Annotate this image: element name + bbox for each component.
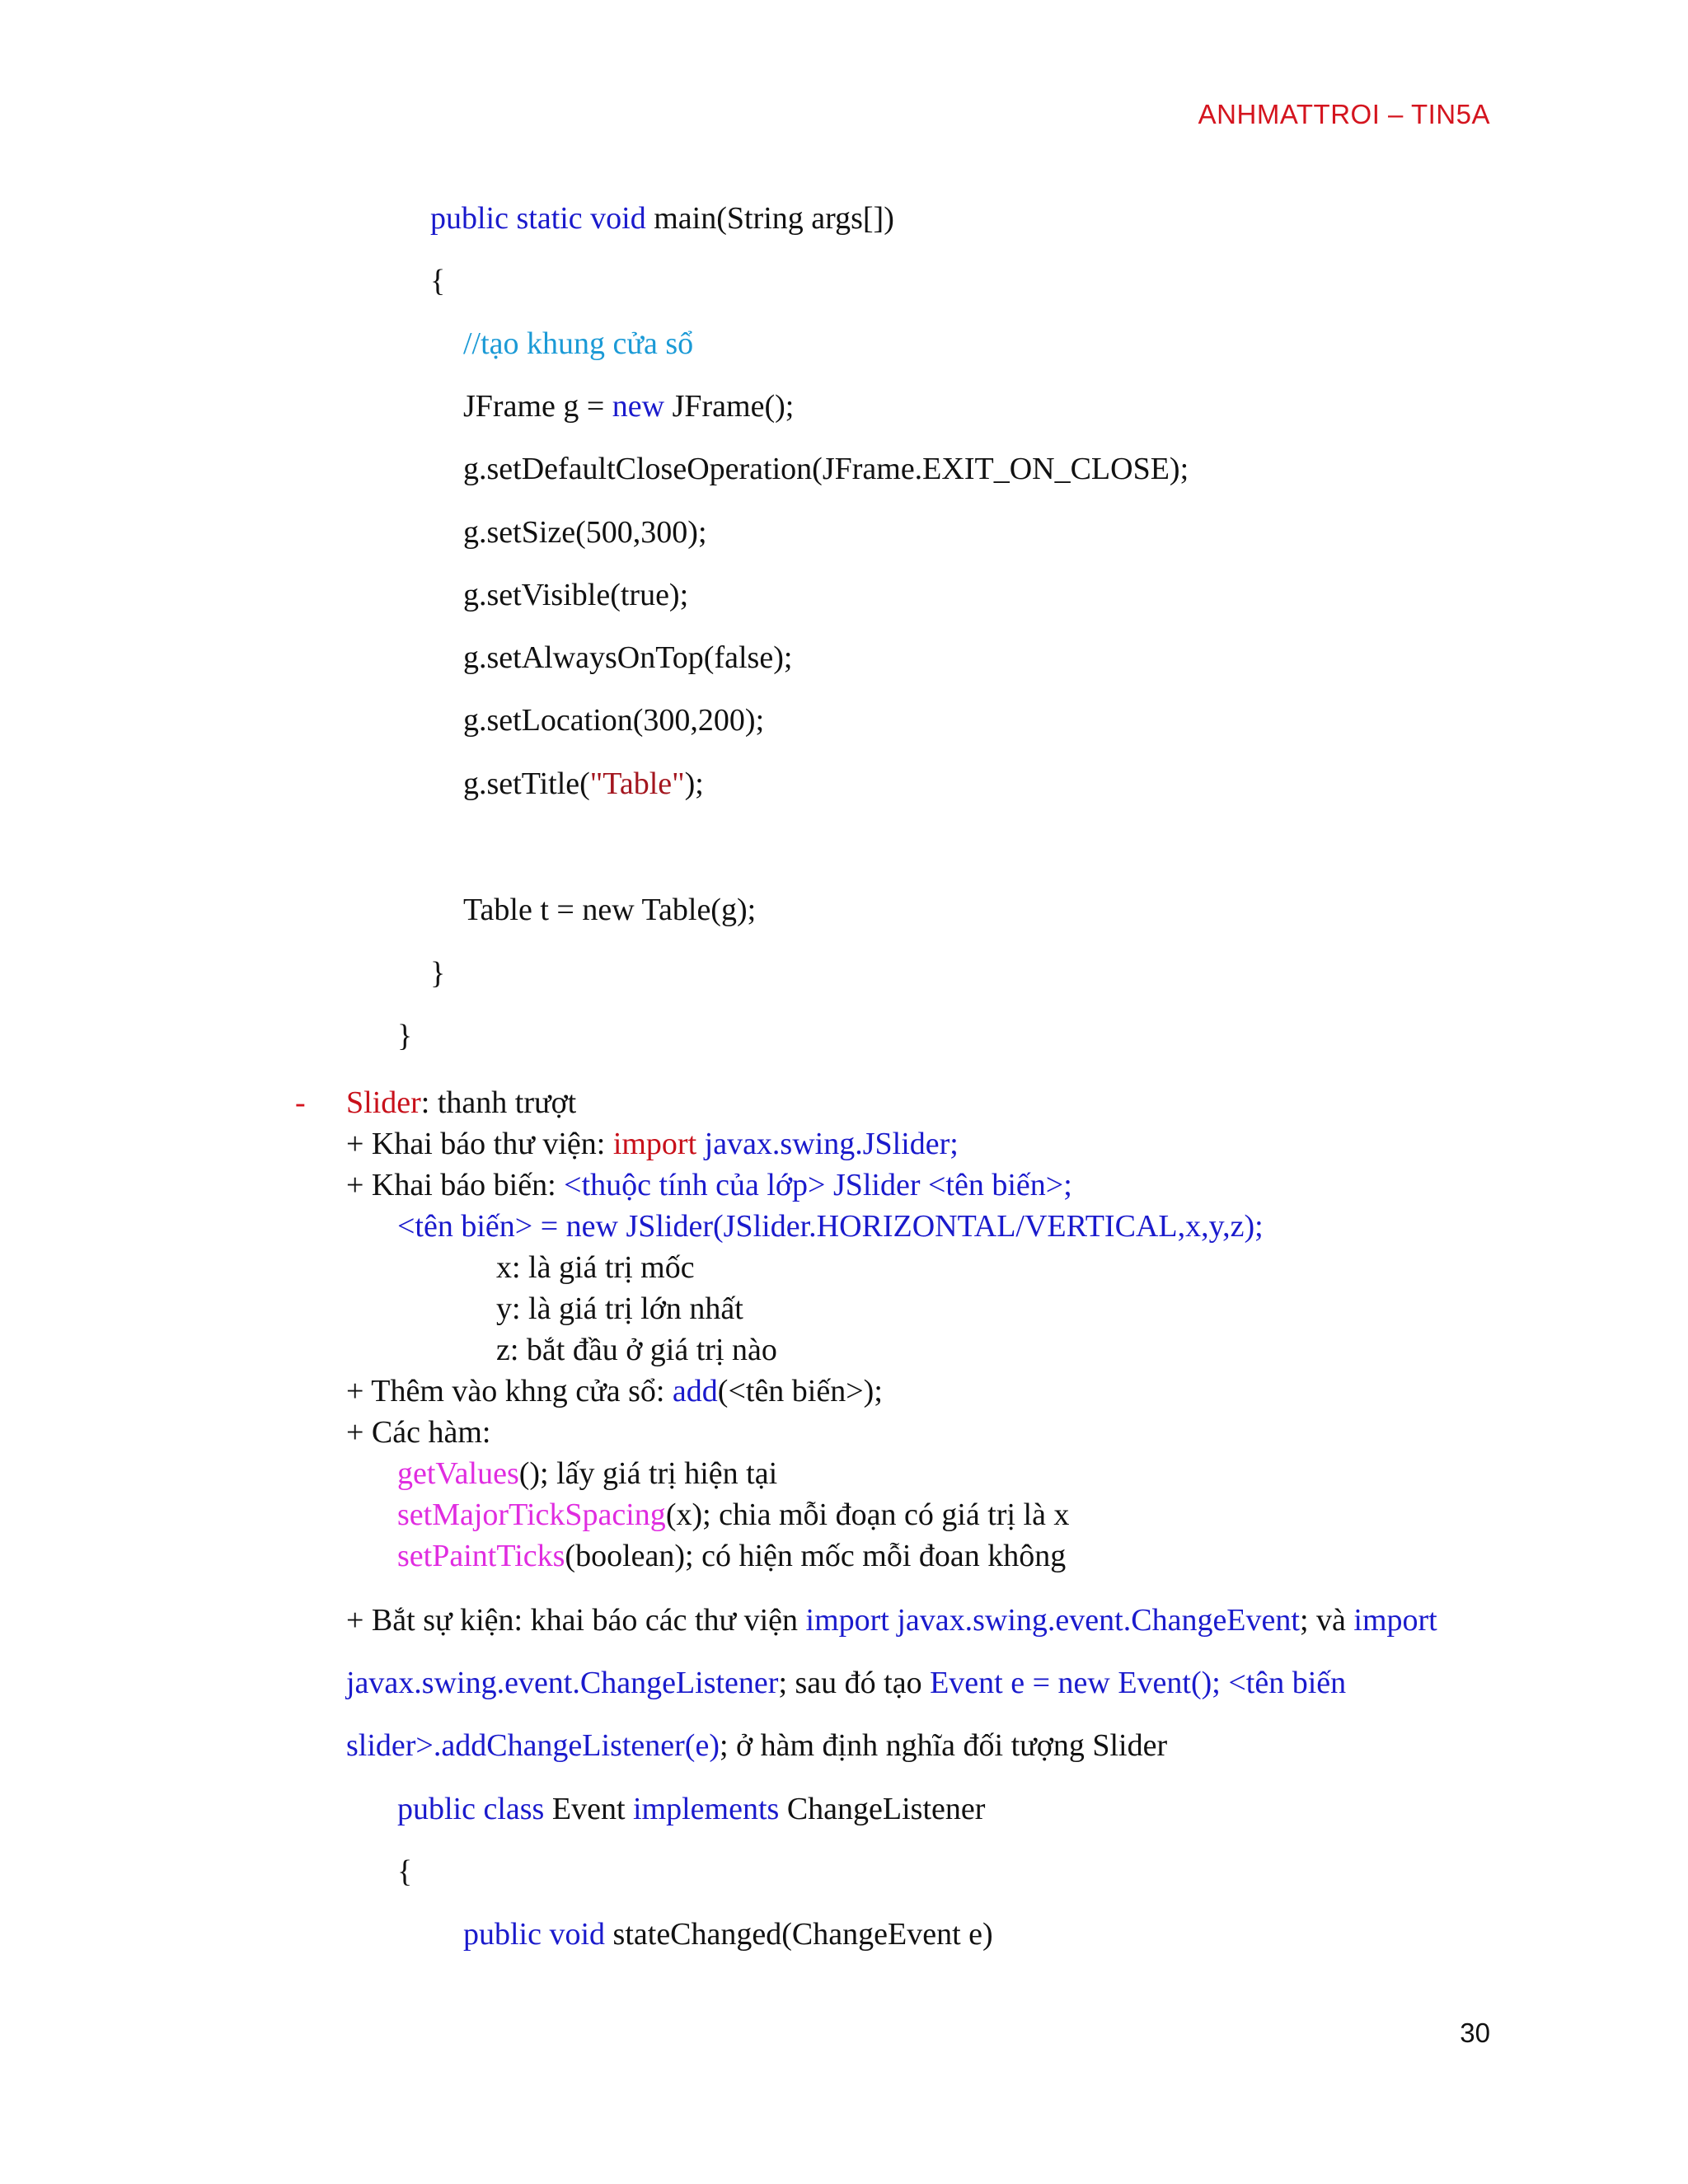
library-line xyxy=(346,1125,959,1163)
event-line xyxy=(346,1727,1167,1765)
text: + Khai báo thư viện: xyxy=(346,1127,613,1161)
code-line: { xyxy=(430,264,446,298)
import-keyword: import xyxy=(1353,1603,1437,1638)
text: (<tên biến>); xyxy=(717,1374,883,1408)
section-title-text: : thanh trượt xyxy=(420,1085,577,1120)
text: (x); chia mỗi đoạn có giá trị là x xyxy=(665,1497,1070,1532)
code-text: stateChanged(ChangeEvent e) xyxy=(605,1917,993,1952)
text: ; ở hàm định nghĩa đối tượng Slider xyxy=(719,1728,1168,1763)
code-line xyxy=(463,765,704,803)
code-keyword: new xyxy=(612,389,665,424)
bullet-dash: - xyxy=(295,1085,306,1120)
text: + Bắt sự kiện: khai báo các thư viện xyxy=(346,1603,806,1638)
text: + Khai báo biến: xyxy=(346,1168,565,1202)
code-keyword: public class xyxy=(397,1792,545,1826)
function-line xyxy=(397,1537,1066,1575)
param-x: x: là giá trị mốc xyxy=(496,1250,695,1285)
code-text: ChangeListener xyxy=(779,1792,986,1826)
code-text: javax.swing.event.ChangeListener xyxy=(346,1666,779,1700)
import-keyword: import xyxy=(612,1127,697,1161)
code-comment: //tạo khung cửa sổ xyxy=(463,326,694,361)
code-text: JFrame g = xyxy=(463,389,612,424)
code-text: JFrame(); xyxy=(664,389,795,424)
code-text: g.setTitle( xyxy=(463,766,590,801)
text: (); lấy giá trị hiện tại xyxy=(518,1456,778,1491)
function-line xyxy=(397,1455,777,1493)
code-string: "Table" xyxy=(589,766,685,801)
add-line xyxy=(346,1372,883,1410)
text: (boolean); có hiện mốc mỗi đoan không xyxy=(565,1539,1067,1573)
code-line xyxy=(463,1915,993,1953)
code-text: Event xyxy=(544,1792,633,1826)
param-z: z: bắt đầu ở giá trị nào xyxy=(496,1333,777,1367)
code-line xyxy=(430,199,894,237)
page-number: 30 xyxy=(1460,2018,1490,2048)
code-text: Event e = new Event(); <tên biến xyxy=(930,1666,1347,1700)
code-text: import javax.swing.event.ChangeEvent xyxy=(805,1603,1300,1638)
code-line: g.setDefaultCloseOperation(JFrame.EXIT_ON_CLOSE); xyxy=(463,452,1189,486)
functions-title: + Các hàm: xyxy=(346,1415,491,1450)
code-line xyxy=(397,1790,985,1828)
function-name: getValues xyxy=(397,1456,519,1491)
code-text: <thuộc tính của lớp> JSlider <tên biến>; xyxy=(564,1168,1072,1202)
code-line: g.setVisible(true); xyxy=(463,578,689,612)
init-line: <tên biến> = new JSlider(JSlider.HORIZONTAL/VERTICAL,x,y,z); xyxy=(397,1209,1264,1244)
code-line: g.setAlwaysOnTop(false); xyxy=(463,640,793,675)
text: ; và xyxy=(1299,1603,1354,1638)
function-name: add xyxy=(672,1374,718,1408)
section-title xyxy=(346,1084,576,1122)
code-text: main(String args[]) xyxy=(645,201,894,236)
function-line xyxy=(397,1496,1069,1534)
code-text: slider>.addChangeListener(e) xyxy=(346,1728,720,1763)
code-line: } xyxy=(430,956,446,991)
slider-keyword: Slider xyxy=(346,1085,421,1120)
function-name: setMajorTickSpacing xyxy=(397,1497,666,1532)
code-keyword: public static void xyxy=(430,201,646,236)
package-name: javax.swing.JSlider; xyxy=(696,1127,959,1161)
code-line: g.setSize(500,300); xyxy=(463,515,707,550)
variable-line xyxy=(346,1166,1072,1204)
page-header: ANHMATTROI – TIN5A xyxy=(1198,99,1490,129)
code-text: ); xyxy=(684,766,704,801)
event-line xyxy=(346,1601,1437,1639)
text: + Thêm vào khng cửa sổ: xyxy=(346,1374,673,1408)
code-line: g.setLocation(300,200); xyxy=(463,703,765,738)
code-line: { xyxy=(397,1854,413,1889)
code-keyword: implements xyxy=(633,1792,780,1826)
code-line: Table t = new Table(g); xyxy=(463,893,757,927)
event-line xyxy=(346,1664,1346,1702)
code-line: } xyxy=(397,1019,413,1053)
code-line xyxy=(463,387,794,425)
code-keyword: public void xyxy=(463,1917,606,1952)
function-name: setPaintTicks xyxy=(397,1539,565,1573)
text: ; sau đó tạo xyxy=(778,1666,931,1700)
param-y: y: là giá trị lớn nhất xyxy=(496,1291,743,1326)
